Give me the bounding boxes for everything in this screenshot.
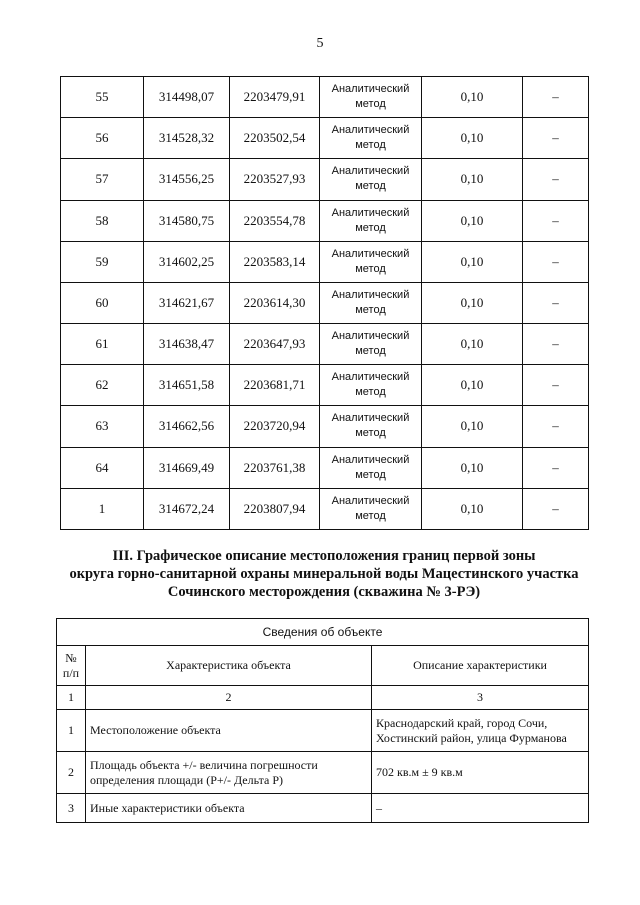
table-row [61, 447, 589, 488]
accuracy: 0,10 [422, 488, 523, 529]
coord-x: 314580,75 [144, 200, 230, 241]
dash: – [523, 324, 589, 365]
table-caption-row [57, 619, 589, 646]
coord-y: 2203479,91 [230, 77, 320, 118]
coordinates-table-body [61, 77, 589, 530]
row-num: 2 [57, 752, 86, 794]
coord-x: 314556,25 [144, 159, 230, 200]
table-row [61, 488, 589, 529]
point-number: 59 [61, 241, 144, 282]
table-row [57, 752, 589, 794]
coord-y: 2203681,71 [230, 365, 320, 406]
index-cell: 3 [372, 686, 589, 710]
section-title-line: III. Графическое описание местоположения границ первой зоны [112, 548, 536, 564]
accuracy: 0,10 [422, 200, 523, 241]
point-number: 58 [61, 200, 144, 241]
method: Аналитический метод [320, 77, 422, 118]
table-row [61, 77, 589, 118]
point-number: 1 [61, 488, 144, 529]
header-description: Описание характеристики [372, 646, 589, 686]
coord-y: 2203502,54 [230, 118, 320, 159]
coord-x: 314621,67 [144, 282, 230, 323]
point-number: 64 [61, 447, 144, 488]
row-description: Краснодарский край, город Сочи, Хостинский район, улица Фурманова [372, 710, 589, 752]
dash: – [523, 200, 589, 241]
accuracy: 0,10 [422, 77, 523, 118]
method: Аналитический метод [320, 447, 422, 488]
row-characteristic: Иные характеристики объекта [86, 794, 372, 823]
table-row [57, 794, 589, 823]
coordinates-table [60, 76, 589, 530]
point-number: 57 [61, 159, 144, 200]
table-row [61, 406, 589, 447]
method: Аналитический метод [320, 488, 422, 529]
dash: – [523, 159, 589, 200]
coord-y: 2203554,78 [230, 200, 320, 241]
dash: – [523, 241, 589, 282]
index-cell: 2 [86, 686, 372, 710]
accuracy: 0,10 [422, 447, 523, 488]
coord-x: 314672,24 [144, 488, 230, 529]
dash: – [523, 488, 589, 529]
row-num: 1 [57, 710, 86, 752]
coord-y: 2203583,14 [230, 241, 320, 282]
table-caption: Сведения об объекте [57, 619, 589, 646]
row-characteristic: Местоположение объекта [86, 710, 372, 752]
header-num: № п/п [57, 646, 86, 686]
section-title-line: Сочинского месторождения (скважина № 3-РЭ) [167, 584, 481, 600]
section-title [60, 547, 588, 601]
point-number: 60 [61, 282, 144, 323]
point-number: 62 [61, 365, 144, 406]
dash: – [523, 365, 589, 406]
point-number: 55 [61, 77, 144, 118]
table-row [61, 118, 589, 159]
row-description: 702 кв.м ± 9 кв.м [372, 752, 589, 794]
coord-x: 314651,58 [144, 365, 230, 406]
method: Аналитический метод [320, 282, 422, 323]
table-header-row [57, 646, 589, 686]
header-characteristic: Характеристика объекта [86, 646, 372, 686]
table-row [61, 200, 589, 241]
accuracy: 0,10 [422, 324, 523, 365]
dash: – [523, 447, 589, 488]
accuracy: 0,10 [422, 118, 523, 159]
table-row [61, 324, 589, 365]
section-title-line: округа горно-санитарной охраны минеральной воды Мацестинского участка [69, 566, 579, 582]
method: Аналитический метод [320, 324, 422, 365]
coord-y: 2203647,93 [230, 324, 320, 365]
page-number: 5 [316, 36, 324, 51]
accuracy: 0,10 [422, 406, 523, 447]
dash: – [523, 118, 589, 159]
index-cell: 1 [57, 686, 86, 710]
accuracy: 0,10 [422, 241, 523, 282]
accuracy: 0,10 [422, 282, 523, 323]
coord-x: 314638,47 [144, 324, 230, 365]
table-row [61, 241, 589, 282]
table-row [57, 710, 589, 752]
row-characteristic: Площадь объекта +/- величина погрешности определения площади (Р+/- Дельта Р) [86, 752, 372, 794]
row-description: – [372, 794, 589, 823]
table-row [61, 282, 589, 323]
coord-x: 314662,56 [144, 406, 230, 447]
accuracy: 0,10 [422, 365, 523, 406]
dash: – [523, 406, 589, 447]
table-row [61, 365, 589, 406]
point-number: 63 [61, 406, 144, 447]
table-index-row [57, 686, 589, 710]
method: Аналитический метод [320, 200, 422, 241]
method: Аналитический метод [320, 241, 422, 282]
accuracy: 0,10 [422, 159, 523, 200]
object-info-table [56, 618, 589, 823]
coord-y: 2203720,94 [230, 406, 320, 447]
coord-x: 314669,49 [144, 447, 230, 488]
method: Аналитический метод [320, 365, 422, 406]
coord-y: 2203807,94 [230, 488, 320, 529]
coord-x: 314602,25 [144, 241, 230, 282]
method: Аналитический метод [320, 118, 422, 159]
coord-x: 314498,07 [144, 77, 230, 118]
point-number: 61 [61, 324, 144, 365]
method: Аналитический метод [320, 406, 422, 447]
table-row [61, 159, 589, 200]
method: Аналитический метод [320, 159, 422, 200]
point-number: 56 [61, 118, 144, 159]
coord-y: 2203527,93 [230, 159, 320, 200]
dash: – [523, 77, 589, 118]
coord-y: 2203614,30 [230, 282, 320, 323]
coord-y: 2203761,38 [230, 447, 320, 488]
dash: – [523, 282, 589, 323]
row-num: 3 [57, 794, 86, 823]
coord-x: 314528,32 [144, 118, 230, 159]
